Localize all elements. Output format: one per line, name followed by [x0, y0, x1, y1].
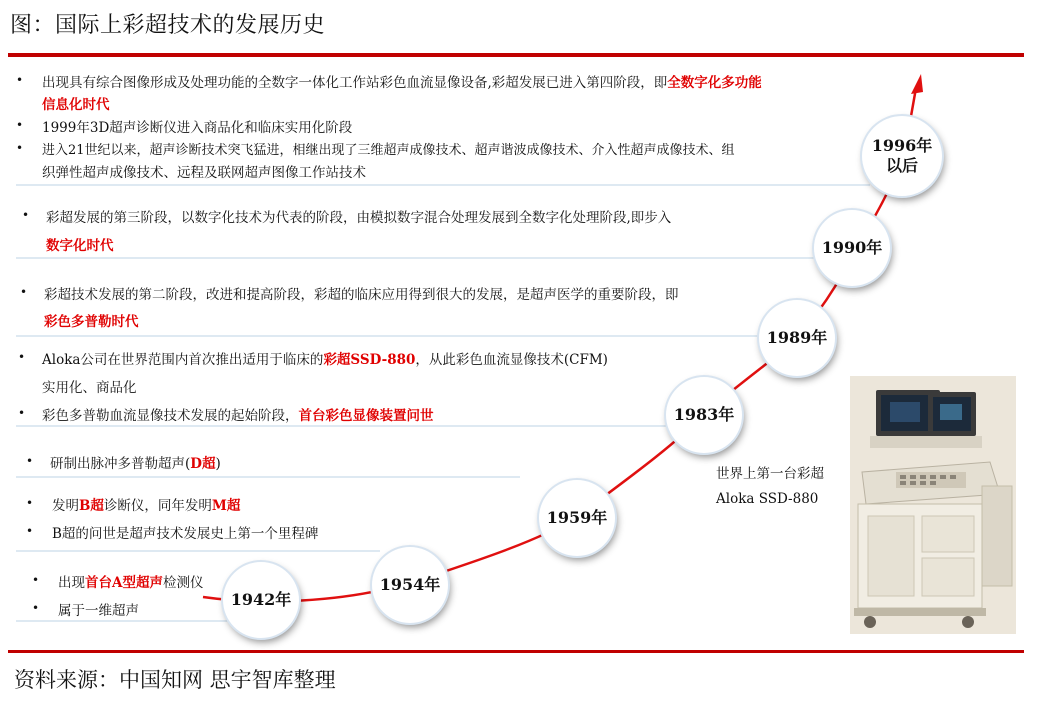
bullet-icon: • [26, 454, 34, 468]
section-1996-item-1: 出现具有综合图像形成及处理功能的全数字一体化工作站彩色血流显像设备,彩超发展已进入第四阶段，即全数字化多功能 [42, 75, 762, 91]
bullet-icon: • [22, 208, 30, 222]
section-1990-item-1-cont: 数字化时代 [46, 238, 114, 254]
bullet-icon: • [16, 141, 24, 155]
bullet-icon: • [18, 350, 26, 364]
milestone-1990 [814, 210, 890, 286]
section-1989-item-1-cont: 彩色多普勒时代 [44, 314, 139, 330]
footer-divider [8, 650, 1024, 653]
milestone-1942 [223, 562, 299, 638]
section-1996-item-3-cont: 织弹性超声成像技术、远程及联网超声图像工作站技术 [42, 165, 366, 181]
timeline-arrowhead [911, 74, 923, 94]
page-title: 图：国际上彩超技术的发展历史 [10, 13, 326, 38]
photo-caption-title: 世界上第一台彩超 [716, 466, 824, 482]
bullet-icon: • [16, 118, 24, 132]
section-1959-item-1: 研制出脉冲多普勒超声(D超) [50, 456, 221, 472]
section-1996-item-2: 1999年3D超声诊断仪进入商品化和临床实用化阶段 [42, 120, 353, 136]
bullet-icon: • [16, 73, 24, 87]
bullet-icon: • [20, 285, 28, 299]
bullet-icon: • [18, 406, 26, 420]
ultrasound-machine-image [850, 376, 1016, 634]
milestone-label: 1942年 [230, 590, 292, 609]
section-1989-item-1: 彩超技术发展的第二阶段，改进和提高阶段，彩超的临床应用得到很大的发展，是超声医学的重要阶段，即 [44, 287, 679, 303]
section-1983-item-1-cont: 实用化、商品化 [42, 380, 137, 396]
milestone-1954 [372, 547, 448, 623]
section-1983-item-2: 彩色多普勒血流显像技术发展的起始阶段，首台彩色显像装置问世 [42, 408, 434, 424]
bullet-icon: • [26, 496, 34, 510]
bullet-icon: • [32, 573, 40, 587]
milestone-1959 [539, 480, 615, 556]
milestone-label: 1989年 [766, 328, 828, 347]
milestone-1983 [666, 377, 742, 453]
milestone-label: 1983年 [673, 405, 735, 424]
section-1942-item-2: 属于一维超声 [58, 603, 139, 619]
milestone-1996 [862, 116, 942, 196]
bullet-icon: • [32, 601, 40, 615]
section-1954-item-2: B超的问世是超声技术发展史上第一个里程碑 [52, 526, 319, 542]
section-1996-item-3: 进入21世纪以来，超声诊断技术突飞猛进，相继出现了三维超声成像技术、超声谐波成像技术、介入性超声成像技术、组 [42, 143, 735, 158]
milestone-1989 [759, 300, 835, 376]
section-1942-item-1: 出现首台A型超声检测仪 [58, 575, 204, 591]
section-1983-item-1: Aloka公司在世界范围内首次推出适用于临床的彩超SSD-880，从此彩色血流显像技术(CFM) [42, 352, 608, 368]
section-1996-item-1-cont: 信息化时代 [42, 97, 110, 113]
bullet-icon: • [26, 524, 34, 538]
milestone-label: 1959年 [546, 508, 608, 527]
section-1990-item-1: 彩超发展的第三阶段，以数字化技术为代表的阶段，由模拟数字混合处理发展到全数字化处理阶段,即步入 [46, 210, 672, 226]
photo-caption-model: Aloka SSD-880 [716, 491, 819, 507]
milestone-label: 1990年 [821, 238, 883, 257]
milestone-label: 1996年 以后 [871, 136, 933, 175]
milestone-label: 1954年 [379, 575, 441, 594]
section-1954-item-1: 发明B超诊断仪，同年发明M超 [52, 498, 241, 514]
source-note: 资料来源：中国知网 思宇智库整理 [14, 668, 336, 692]
